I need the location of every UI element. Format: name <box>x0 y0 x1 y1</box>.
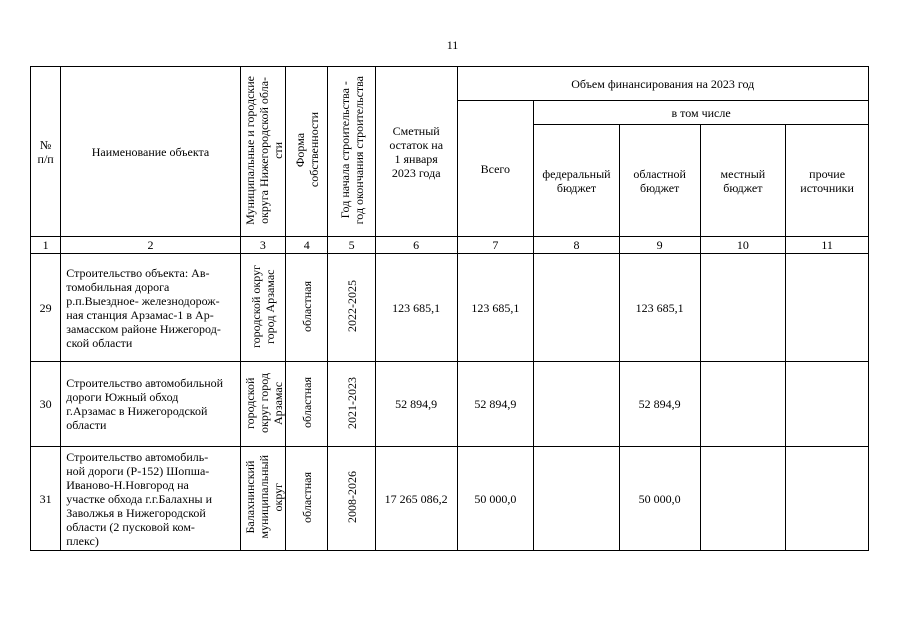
row-municipality-text: Балахнинский муниципальный округ <box>242 455 285 539</box>
row-regional: 50 000,0 <box>619 447 700 551</box>
header-remainder: Сметный остаток на 1 января 2023 года <box>375 67 457 237</box>
row-years-text: 2008-2026 <box>344 471 359 523</box>
row-federal <box>534 362 620 447</box>
row-total: 52 894,9 <box>457 362 534 447</box>
column-number: 5 <box>328 237 375 254</box>
header-including: в том числе <box>534 101 869 125</box>
column-number: 3 <box>240 237 285 254</box>
row-num: 31 <box>31 447 61 551</box>
row-remainder: 17 265 086,2 <box>375 447 457 551</box>
header-ownership <box>286 67 328 237</box>
table-row <box>31 447 869 551</box>
row-federal <box>534 447 620 551</box>
column-number: 2 <box>61 237 240 254</box>
column-number: 11 <box>786 237 869 254</box>
row-total: 50 000,0 <box>457 447 534 551</box>
page-number: 11 <box>446 38 459 52</box>
funding-table <box>30 66 869 551</box>
column-number: 7 <box>457 237 534 254</box>
row-local <box>700 447 786 551</box>
row-other <box>786 447 869 551</box>
row-regional: 52 894,9 <box>619 362 700 447</box>
header-ownership-text: Форма собственности <box>292 112 321 188</box>
row-regional: 123 685,1 <box>619 254 700 362</box>
row-municipality-text: городской округ город Арзамас <box>248 264 277 348</box>
row-num: 30 <box>31 362 61 447</box>
row-years <box>328 254 375 362</box>
row-municipality <box>240 254 285 362</box>
header-local: местный бюджет <box>700 125 786 237</box>
header-num: № п/п <box>31 67 61 237</box>
table-row <box>31 362 869 447</box>
row-ownership <box>286 362 328 447</box>
header-other: прочие источники <box>786 125 869 237</box>
row-name: Строительство объекта: Ав- томобильная дорога р.п.Выездное- железнодорож- ная станция Арзамас-1 в Ар- замасском районе Нижегород- ской области <box>61 254 240 362</box>
row-ownership <box>286 447 328 551</box>
row-local <box>700 254 786 362</box>
header-regional: областной бюджет <box>619 125 700 237</box>
header-years <box>328 67 375 237</box>
row-other <box>786 362 869 447</box>
column-number: 4 <box>286 237 328 254</box>
row-total: 123 685,1 <box>457 254 534 362</box>
column-number: 9 <box>619 237 700 254</box>
header-funding: Объем финансирования на 2023 год <box>457 67 868 101</box>
row-ownership <box>286 254 328 362</box>
row-other <box>786 254 869 362</box>
row-remainder: 123 685,1 <box>375 254 457 362</box>
row-local <box>700 362 786 447</box>
row-ownership-text: областная <box>299 280 314 332</box>
row-years-text: 2022-2025 <box>344 280 359 332</box>
row-years <box>328 362 375 447</box>
row-municipality <box>240 362 285 447</box>
row-remainder: 52 894,9 <box>375 362 457 447</box>
row-ownership-text: областная <box>299 471 314 523</box>
table-row <box>31 254 869 362</box>
row-name: Строительство автомобильной дороги Южный обход г.Арзамас в Нижегородской области <box>61 362 240 447</box>
column-number: 6 <box>375 237 457 254</box>
header-federal: федеральный бюджет <box>534 125 620 237</box>
row-years <box>328 447 375 551</box>
column-number: 8 <box>534 237 620 254</box>
column-number: 10 <box>700 237 786 254</box>
header-total: Всего <box>457 101 534 237</box>
row-years-text: 2021-2023 <box>344 376 359 429</box>
header-municipality-text: Муниципальные и городские округа Нижегородской обла- сти <box>242 75 285 225</box>
row-num: 29 <box>31 254 61 362</box>
row-ownership-text: областная <box>299 377 314 428</box>
header-name: Наименование объекта <box>61 67 240 237</box>
header-municipality <box>240 67 285 237</box>
column-number: 1 <box>31 237 61 254</box>
row-municipality <box>240 447 285 551</box>
row-federal <box>534 254 620 362</box>
header-years-text: Год начала строительства - год окончания строительства <box>337 75 366 225</box>
row-municipality-text: городской округ город Арзамас <box>242 372 285 433</box>
row-name: Строительство автомобиль- ной дороги (Р-152) Шопша- Иваново-Н.Новгород на участке обхода г.г.Балахны и Заволжья в Нижегородской области (2 пусковой ком- плекс) <box>61 447 240 551</box>
